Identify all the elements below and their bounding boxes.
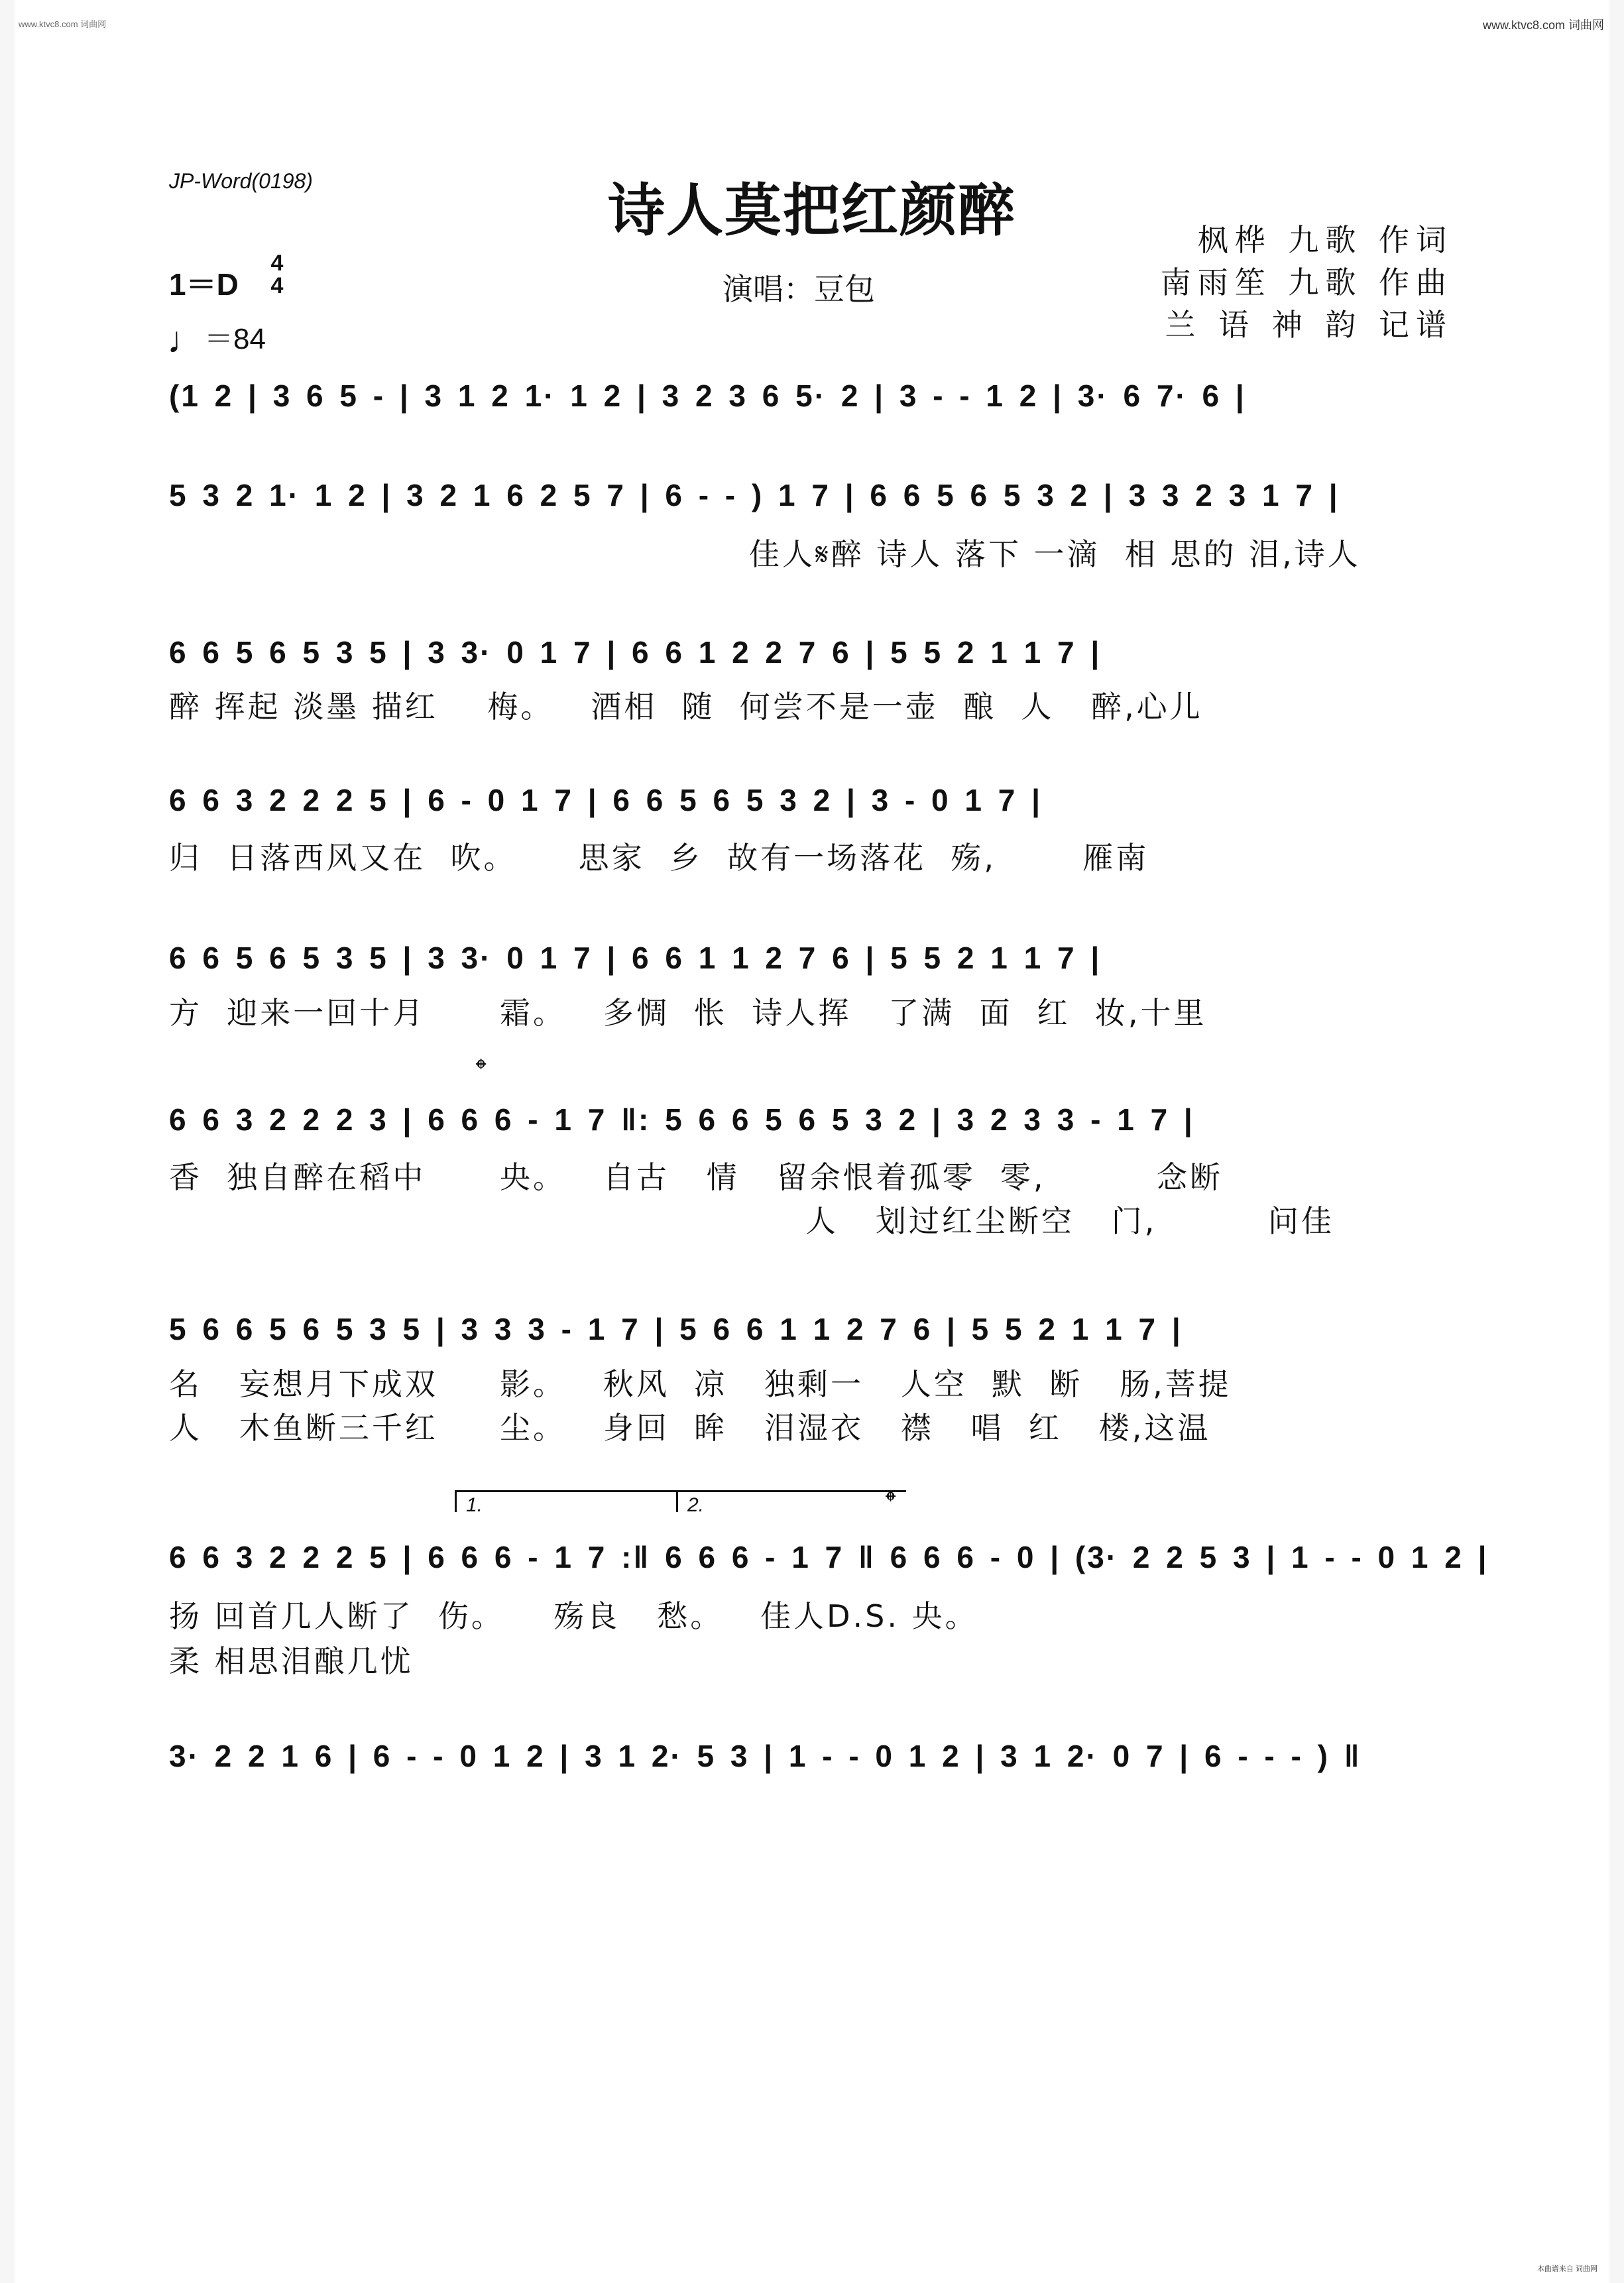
key-signature: 1＝D [169,267,239,302]
score-line-3: 6 6 5 6 5 3 5 | 3 3· 0 1 7 | 6 6 1 2 2 7 6 | 5 5 2 1 1 7 | [169,635,1102,670]
time-signature-bottom: 4 [270,273,284,298]
coda-sign-2-icon: 𝄌 [886,1485,896,1519]
lyric-line-7b: 柔 相思泪酿几忧 [169,1643,414,1679]
site-tag-left: www.ktvc8.com 词曲网 [19,19,107,29]
score-line-8: 6 6 3 2 2 2 5 | 6 6 6 - 1 7 :‖ 6 6 6 - 1 7 ‖ 6 6 6 - 0 | (3· 2 2 5 3 | 1 - - 0 1 2 | [169,1540,1489,1574]
time-signature [265,252,289,297]
lyric-line-4: 方 迎来一回十月 霜。 多惆 怅 诗人挥 了满 面 红 妆,十里 [169,995,1207,1031]
score-line-2: 5 3 2 1· 1 2 | 3 2 1 6 2 5 7 | 6 - - ) 1 7 | 6 6 5 6 5 3 2 | 3 3 2 3 1 7 | [169,478,1340,512]
coda-sign-icon: 𝄌 [476,1053,487,1086]
lyric-line-2: 醉 挥起 淡墨 描红 梅。 酒相 随 何尝不是一壶 酿 人 醉,心儿 [169,689,1203,725]
score-line-7: 5 6 6 5 6 5 3 5 | 3 3 3 - 1 7 | 5 6 6 1 1 2 7 6 | 5 5 2 1 1 7 | [169,1312,1183,1346]
first-ending-bracket: 1. [455,1490,678,1512]
credits-block [1161,219,1453,346]
lyricist-credit: 枫桦 九歌 作词 [1197,222,1453,258]
time-signature-top: 4 [270,251,284,276]
site-tag-right: www.ktvc8.com 词曲网 [1482,19,1604,32]
quarter-note-icon: ♩ [167,319,204,361]
lyric-line-7: 扬 回首几人断了 伤。 殇良 愁。 佳人D.S. 央。 [169,1598,978,1634]
site-footer-tag: 本曲谱来自 词曲网 [1537,2265,1597,2273]
song-title: 诗人莫把红颜醉 [608,177,1016,244]
score-line-5: 6 6 5 6 5 3 5 | 3 3· 0 1 7 | 6 6 1 1 2 7 6 | 5 5 2 1 1 7 | [169,941,1102,975]
lyric-line-5b: 人 划过红尘断空 门, 问佳 [805,1203,1334,1239]
lyric-line-5: 香 独自醉在稻中 央。 自古 情 留余恨着孤零 零, 念断 [169,1159,1224,1195]
tempo-value: ＝84 [204,323,266,355]
score-line-4: 6 6 3 2 2 2 5 | 6 - 0 1 7 | 6 6 5 6 5 3 2 | 3 - 0 1 7 | [169,783,1043,817]
source-tag: JP-Word(0198) [169,169,313,193]
score-line-6: 6 6 3 2 2 2 3 | 6 6 6 - 1 7 ‖: 5 6 6 5 6 5 3 2 | 3 2 3 3 - 1 7 | [169,1102,1194,1137]
singer-label: 演唱：豆包 [723,271,875,307]
right-margin-strip [1609,0,1624,2283]
lyric-line-1: 佳人𝄋醉 诗人 落下 一滴 相 思的 泪,诗人 [749,536,1361,572]
transcriber-credit: 兰 语 神 韵 记谱 [1165,307,1453,343]
composer-credit: 南雨笙 九歌 作曲 [1160,264,1453,300]
second-ending-bracket: 2. [676,1490,906,1512]
left-margin-strip [0,0,15,2283]
lyric-line-6b: 人 木鱼断三千红 尘。 身回 眸 泪湿衣 襟 唱 红 楼,这温 [169,1410,1211,1446]
score-line-1: (1 2 | 3 6 5 - | 3 1 2 1· 1 2 | 3 2 3 6 5· 2 | 3 - - 1 2 | 3· 6 7· 6 | [169,379,1246,413]
tempo-marking [167,315,266,361]
score-line-9: 3· 2 2 1 6 | 6 - - 0 1 2 | 3 1 2· 5 3 | 1 - - 0 1 2 | 3 1 2· 0 7 | 6 - - - ) ‖ [169,1739,1362,1773]
lyric-line-6: 名 妄想月下成双 影。 秋风 凉 独剩一 人空 默 断 肠,菩提 [169,1366,1232,1402]
lyric-line-3: 归 日落西风又在 吹。 思家 乡 故有一场落花 殇, 雁南 [169,840,1149,876]
